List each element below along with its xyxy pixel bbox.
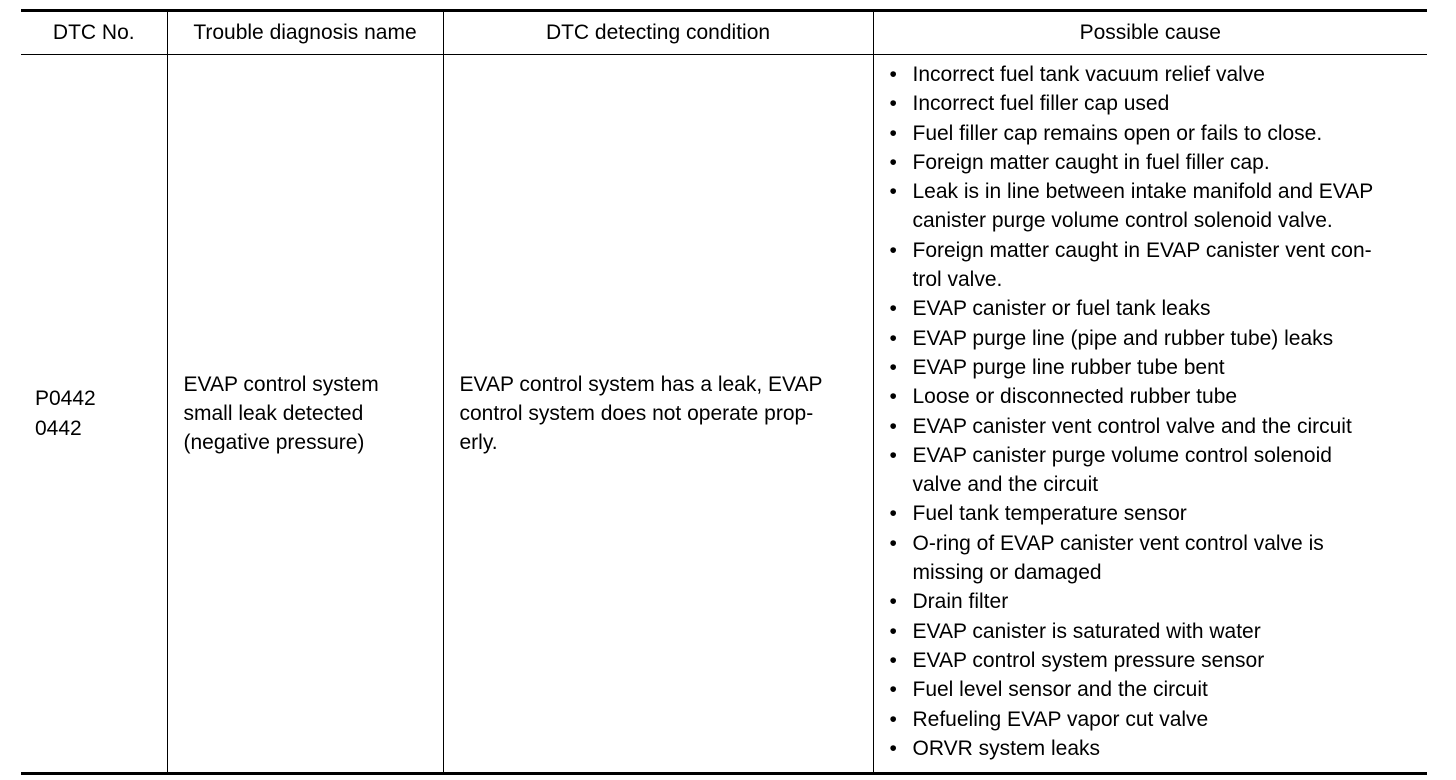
cause-text: Leak is in line between intake manifold and EVAP <box>912 180 1374 204</box>
bullet-icon: • <box>889 648 897 672</box>
dtc-code: 0442 <box>35 416 82 440</box>
cause-item <box>889 529 1428 588</box>
cause-item <box>889 382 1428 411</box>
cause-text: ORVR system leaks <box>912 736 1100 760</box>
cause-text: EVAP canister purge volume control solenoid <box>912 443 1332 467</box>
cause-text: Foreign matter caught in fuel filler cap. <box>912 150 1270 174</box>
cause-item <box>889 675 1428 704</box>
cause-text: EVAP canister is saturated with water <box>912 619 1261 643</box>
cause-item <box>889 441 1428 500</box>
cause-item <box>889 499 1428 528</box>
header-diagnosis-name: Trouble diagnosis name <box>167 11 443 55</box>
bullet-icon: • <box>889 414 897 438</box>
header-detecting-condition: DTC detecting condition <box>443 11 873 55</box>
bullet-icon: • <box>889 443 897 467</box>
possible-cause-list <box>874 60 1428 763</box>
cause-text: Fuel level sensor and the circuit <box>912 678 1208 702</box>
cause-item <box>889 177 1428 236</box>
cause-text: trol valve. <box>912 268 1003 292</box>
cause-text: Incorrect fuel tank vacuum relief valve <box>912 63 1265 86</box>
cause-text: Refueling EVAP vapor cut valve <box>912 707 1209 731</box>
condition-line: control system does not operate prop- <box>459 401 814 425</box>
dtc-code: P0442 <box>35 387 96 411</box>
cause-text: O-ring of EVAP canister vent control valve is <box>912 531 1324 555</box>
dtc-table <box>21 9 1427 775</box>
cause-text: Incorrect fuel filler cap used <box>912 92 1170 116</box>
cause-text: missing or damaged <box>912 561 1102 585</box>
diagnosis-name-line: small leak detected <box>183 401 364 425</box>
cause-item <box>889 617 1428 646</box>
possible-cause-cell <box>873 55 1427 774</box>
cause-text: Drain filter <box>912 590 1009 614</box>
bullet-icon: • <box>889 297 897 321</box>
bullet-icon: • <box>889 590 897 614</box>
dtc-code-cell <box>21 55 167 774</box>
bullet-icon: • <box>889 678 897 702</box>
cause-item <box>889 353 1428 382</box>
bullet-icon: • <box>889 180 897 204</box>
cause-item <box>889 324 1428 353</box>
cause-text: EVAP purge line (pipe and rubber tube) leaks <box>912 326 1334 350</box>
cause-text: Fuel filler cap remains open or fails to close. <box>912 121 1323 145</box>
bullet-icon: • <box>889 92 897 116</box>
bullet-icon: • <box>889 502 897 526</box>
cause-item <box>889 705 1428 734</box>
bullet-icon: • <box>889 63 897 86</box>
bullet-icon: • <box>889 707 897 731</box>
bullet-icon: • <box>889 531 897 555</box>
condition-line: erly. <box>459 431 498 455</box>
bullet-icon: • <box>889 619 897 643</box>
cause-item <box>889 734 1428 763</box>
cause-item <box>889 148 1428 177</box>
cause-item <box>889 412 1428 441</box>
diagnosis-name-line: EVAP control system <box>183 372 379 396</box>
diagnosis-name-line: (negative pressure) <box>183 431 365 455</box>
cause-item <box>889 646 1428 675</box>
cause-text: EVAP purge line rubber tube bent <box>912 355 1225 379</box>
bullet-icon: • <box>889 238 897 262</box>
cause-text: EVAP canister or fuel tank leaks <box>912 297 1211 321</box>
bullet-icon: • <box>889 121 897 145</box>
cause-item <box>889 119 1428 148</box>
header-dtc-no: DTC No. <box>21 11 167 55</box>
cause-item <box>889 236 1428 295</box>
detecting-condition-cell <box>443 55 873 774</box>
bullet-icon: • <box>889 385 897 409</box>
cause-text: valve and the circuit <box>912 473 1099 497</box>
cause-item <box>889 587 1428 616</box>
cause-item <box>889 294 1428 323</box>
condition-line: EVAP control system has a leak, EVAP <box>459 372 823 396</box>
bullet-icon: • <box>889 736 897 760</box>
cause-text: canister purge volume control solenoid valve. <box>912 209 1333 233</box>
cause-text: EVAP canister vent control valve and the circuit <box>912 414 1352 438</box>
cause-text: EVAP control system pressure sensor <box>912 648 1265 672</box>
bullet-icon: • <box>889 150 897 174</box>
table-row <box>21 55 1427 774</box>
table-header-row <box>21 11 1427 55</box>
cause-item <box>889 60 1428 89</box>
cause-text: Loose or disconnected rubber tube <box>912 385 1238 409</box>
bullet-icon: • <box>889 355 897 379</box>
cause-text: Fuel tank temperature sensor <box>912 502 1187 526</box>
cause-text: Foreign matter caught in EVAP canister vent con- <box>912 238 1372 262</box>
cause-item <box>889 89 1428 118</box>
bullet-icon: • <box>889 326 897 350</box>
header-possible-cause: Possible cause <box>873 11 1427 55</box>
diagnosis-name-cell <box>167 55 443 774</box>
